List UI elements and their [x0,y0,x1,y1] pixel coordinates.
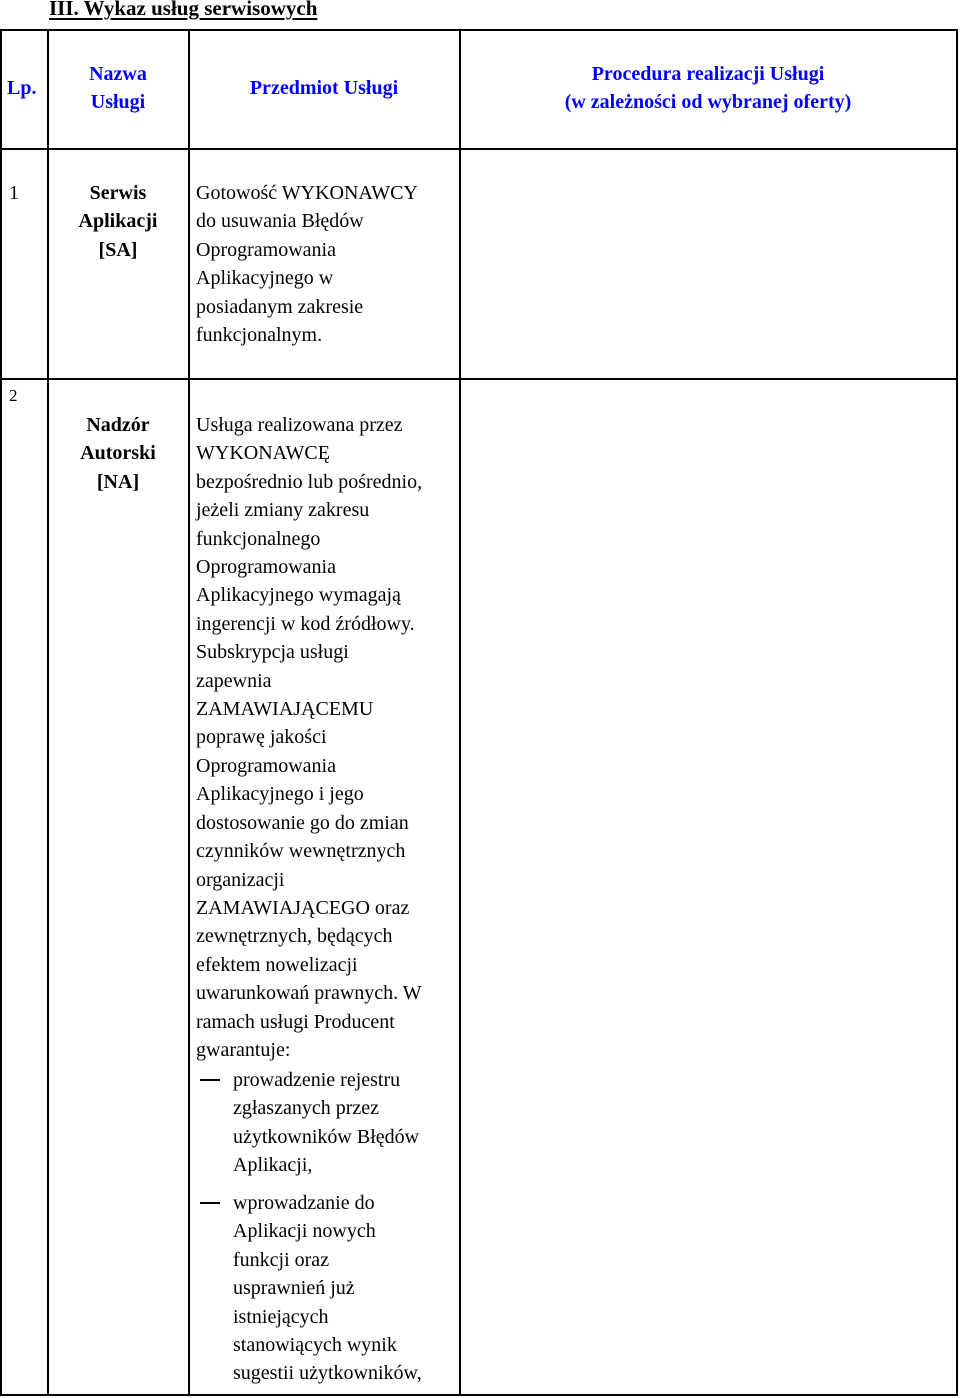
row1-subject-line: do usuwania Błędów [196,210,364,233]
row2-lp: 2 [9,386,18,405]
header-name [48,60,188,117]
row2-subject-line: dostosowanie go do zmian [196,811,409,834]
row2-service-name [48,411,188,496]
row2-subject-line: Oprogramowania [196,556,336,579]
row2-subject-line: poprawę jakości [196,726,327,749]
row2-subject-line: Subskrypcja usługi [196,641,349,664]
header-procedure-line: Procedura realizacji Usługi [591,63,825,85]
dash-bullet-icon [200,1202,220,1204]
row2-subject-line: uwarunkowań prawnych. W [196,982,422,1005]
row2-subject-line: WYKONAWCĘ [196,442,330,465]
row1-subject-line: funkcjonalnym. [196,324,323,347]
bullet-line: usprawnień już [233,1277,355,1300]
table-border-bottom [0,1394,958,1396]
row1-subject-line: Gotowość WYKONAWCY [196,182,418,204]
row1-name-line: [SA] [98,238,138,261]
row2-subject-line: Aplikacyjnego i jego [196,783,364,806]
header-name-line: Usługi [90,91,146,114]
bullet-line: Aplikacji nowych [233,1220,376,1243]
col-divider-3 [459,29,461,1396]
row1-lp: 1 [9,182,19,204]
header-lp: Lp. [7,77,37,99]
section-title: III. Wykaz usług serwisowych [49,0,318,20]
row1-subject-line: Oprogramowania [196,238,336,261]
header-procedure [460,60,956,117]
row1-subject-line: Aplikacyjnego w [196,267,334,290]
row2-name-line: Nadzór [86,414,150,436]
row2-subject-line: Oprogramowania [196,754,336,777]
header-bottom-rule [0,148,958,150]
row2-subject-line: Usługa realizowana przez [196,414,403,436]
bullet-line: stanowiących wynik [233,1334,397,1357]
row2-subject-line: jeżeli zmiany zakresu [196,499,370,522]
bullet-line: Aplikacji, [233,1154,313,1177]
row2-subject-line: zewnętrznych, będących [196,925,393,948]
row1-name-line: Aplikacji [78,210,158,233]
header-procedure-line: (w zależności od wybranej oferty) [564,91,852,114]
row2-subject-line: Aplikacyjnego wymagają [196,584,401,607]
row2-bullet-1-text [233,1066,419,1180]
row2-subject-line: ZAMAWIAJĄCEMU [196,698,374,721]
bullet-line: wprowadzanie do [233,1192,375,1214]
header-subject: Przedmiot Usługi [249,77,399,99]
bullet-line: zgłaszanych przez [233,1097,380,1120]
row2-subject-line: funkcjonalnego [196,527,321,550]
bullet-line: istniejących [233,1305,329,1328]
row1-subject-line: posiadanym zakresie [196,295,364,318]
table-border-left [0,29,2,1396]
row2-subject-line: efektem nowelizacji [196,953,358,976]
table-border-top [0,29,958,31]
col-divider-2 [188,29,190,1396]
row1-service-name [48,179,188,264]
row2-subject [196,411,422,1064]
row2-subject-line: organizacji [196,868,285,891]
row1-bottom-rule [0,378,958,380]
dash-bullet-icon [200,1079,220,1081]
row2-subject-line: zapewnia [196,669,272,692]
row2-subject-line: ingerencji w kod źródłowy. [196,612,415,635]
row2-name-line: [NA] [96,470,140,493]
row2-subject-line: ZAMAWIAJĄCEGO oraz [196,896,410,919]
bullet-line: funkcji oraz [233,1248,330,1271]
table-border-right [956,29,958,1396]
row1-subject [196,179,418,349]
row2-bullet-2-text [233,1189,422,1388]
bullet-line: prowadzenie rejestru [233,1069,401,1091]
bullet-line: użytkowników Błędów [233,1125,420,1148]
row2-subject-line: ramach usługi Producent [196,1010,395,1033]
row1-name-line: Serwis [89,182,147,204]
header-name-line: Nazwa [89,63,147,85]
row2-name-line: Autorski [80,442,156,465]
row2-subject-line: bezpośrednio lub pośrednio, [196,470,423,493]
row2-subject-line: czynników wewnętrznych [196,840,406,863]
row2-subject-line: gwarantuje: [196,1038,291,1061]
bullet-line: sugestii użytkowników, [233,1362,422,1385]
